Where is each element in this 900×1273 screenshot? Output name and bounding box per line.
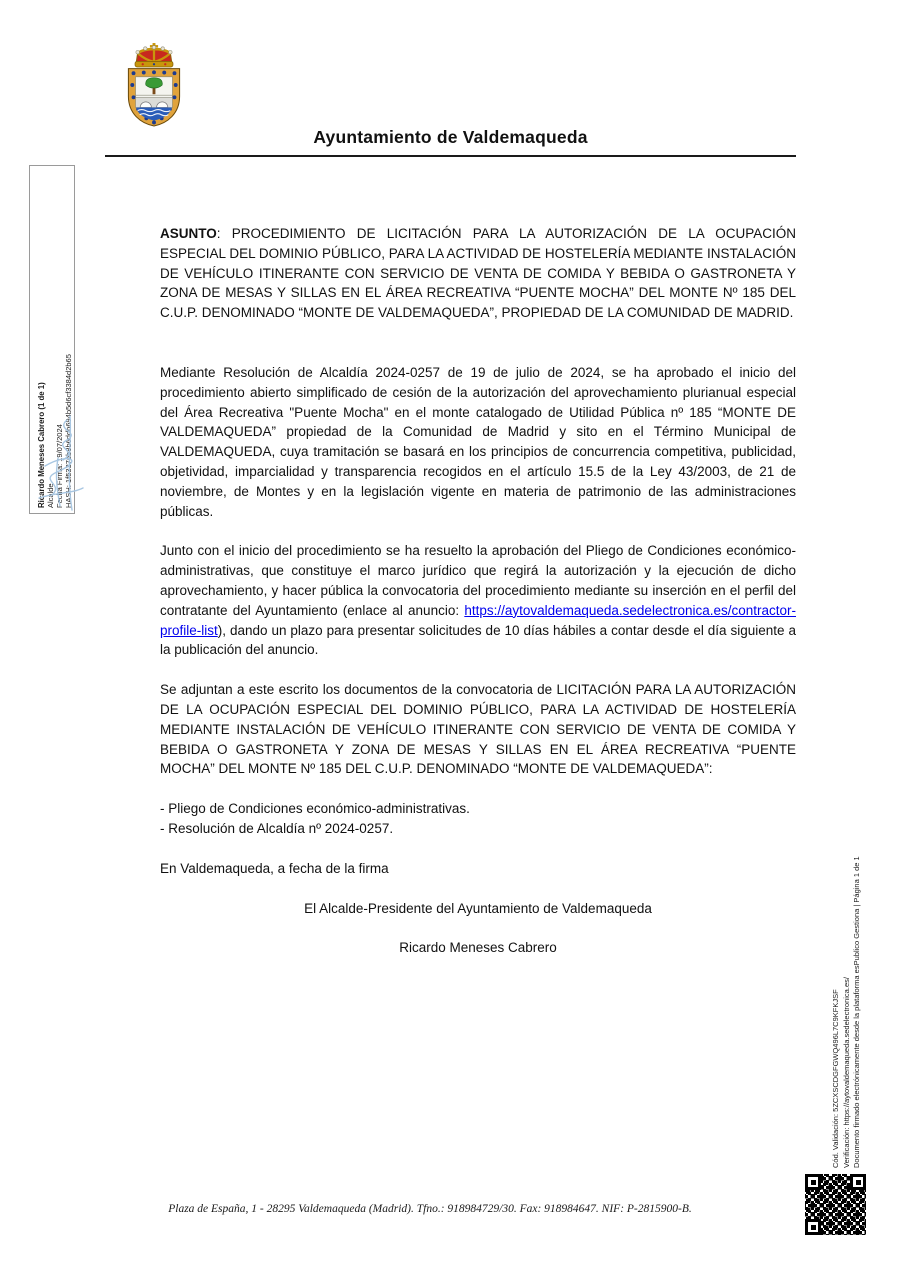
handwritten-signature [27,414,93,516]
qr-code [805,1174,866,1235]
header-divider [105,155,796,157]
resolution-paragraph: Mediante Resolución de Alcaldía 2024-0257 de 19 de julio de 2024, se ha aprobado el inicio del procedimiento abierto simplificado de cesión de la autorización del aprovechamiento plurianual especial del Área Recreativa "Puente Mocha" en el monte catalogado de Utilidad Pública nº 185 “MONTE DE VALDEMAQUEDA” propiedad de la Comunidad de Madrid y sito en el Término Municipal de VALDEMAQUEDA, cuya tramitación se basará en los principios de concurrencia competitiva, publicidad, objetividad, imparcialidad y transparencia recogidos en el artículo 15.5 de la Ley 43/2003, de 21 de noviembre, de Montes y en la legislación vigente en materia de patrimonio de las administraciones públicas. [160,364,796,519]
attachments-list [160,799,796,839]
coat-of-arms-icon [118,42,190,128]
contractor-profile-link[interactable]: https://aytovaldemaqueda.sedelectronica.es/contractor-profile-list [160,602,796,638]
verification-url: Verificación: https://aytovaldemaqueda.sedelectronica.es/ [841,977,851,1168]
place-date-line: En Valdemaqueda, a fecha de la firma [160,860,389,876]
signature-hash: HASH: 1f53376b8b6ddb694b5d6cf3384d2b65 [64,354,73,508]
signer-name-line: Ricardo Meneses Cabrero [399,940,557,956]
subject-label: ASUNTO [160,226,217,241]
footer-address: Plaza de España, 1 - 28295 Valdemaqueda (Madrid). Tfno.: 918984729/30. Fax: 918984647. NIF: P-2815900-B. [168,1203,692,1215]
signer-role: Alcalde [46,483,55,508]
attachments-paragraph: Se adjuntan a este escrito los documentos de la convocatoria de LICITACIÓN PARA LA AUTORIZACIÓN DE LA OCUPACIÓN ESPECIAL DEL DOMINIO PÚBLICO, PARA LA ACTIVIDAD DE HOSTELERÍA MEDIANTE INSTALACIÓN DE VEHÍCULO ITINERANTE CON SERVICIO DE VENTA DE COMIDA Y BEBIDA O GASTRONETA Y ZONA DE MESAS Y SILLAS EN EL ÁREA RECREATIVA “PUENTE MOCHA” DEL MONTE Nº 185 DEL C.U.P. DENOMINADO “MONTE DE VALDEMAQUEDA”: [160,682,796,777]
qr-finder-icon [805,1219,821,1235]
page-title: Ayuntamiento de Valdemaqueda [313,127,588,147]
list-item: - Resolución de Alcaldía nº 2024-0257. [160,820,394,836]
platform-note: Documento firmado electrónicamente desde la plataforma esPublico Gestiona | Página 1 de 1 [852,856,861,1168]
document-body [160,224,796,978]
validation-margin-text [831,780,875,1168]
subject-paragraph: ASUNTO: PROCEDIMIENTO DE LICITACIÓN PARA LA AUTORIZACIÓN DE LA OCUPACIÓN ESPECIAL DEL DOMINIO PÚBLICO, PARA LA ACTIVIDAD DE HOSTELERÍA MEDIANTE INSTALACIÓN DE VEHÍCULO ITINERANTE CON SERVICIO DE VENTA DE COMIDA Y BEBIDA O GASTRONETA Y ZONA DE MESAS Y SILLAS EN EL ÁREA RECREATIVA “PUENTE MOCHA” DEL MONTE Nº 185 DEL C.U.P. DENOMINADO “MONTE DE VALDEMAQUEDA”, PROPIEDAD DE LA COMUNIDAD DE MADRID. [160,226,796,321]
qr-finder-icon [850,1174,866,1190]
qr-finder-icon [805,1174,821,1190]
list-item: - Pliego de Condiciones económico-administrativas. [160,801,470,817]
signer-title-line: El Alcalde-Presidente del Ayuntamiento de Valdemaqueda [304,900,652,916]
signature-date: Fecha Firma: 19/07/2024 [55,424,64,508]
signer-name: Ricardo Meneses Cabrero (1 de 1) [37,382,46,508]
validation-code: Cód. Validación: 5ZCXSCDGFGWQ496L7C9KFKJSF [831,989,840,1168]
announcement-paragraph: Junto con el inicio del procedimiento se ha resuelto la aprobación del Pliego de Condiciones económico-administrativas, que constituye el marco jurídico que regirá la autorización y la ejecución de dicho aprovechamiento, y hacer pública la convocatoria del procedimiento mediante su inserción en el perfil del contratante del Ayuntamiento (enlace al anuncio: https://aytovaldemaqueda.sedelectronica.es/contractor-profile-list), dando un plazo para presentar solicitudes de 10 días hábiles a contar desde el día siguiente a la publicación del anuncio. [160,543,796,658]
